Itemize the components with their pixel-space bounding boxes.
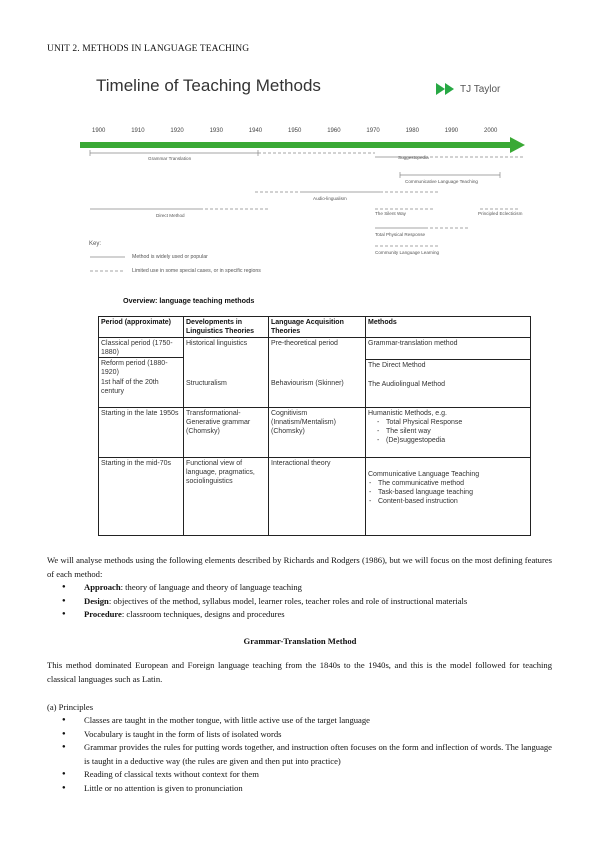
tl-audio-lingualism: Audio-lingualism xyxy=(313,196,347,201)
list-item: - Task-based language teaching xyxy=(368,488,528,497)
year-tick-label: 1960 xyxy=(327,128,341,134)
cell-acq-interactional: Interactional theory xyxy=(269,458,366,536)
cell-method-humanistic: Humanistic Methods, e.g. xyxy=(368,410,447,417)
list-item xyxy=(47,595,552,609)
list-item: - (De)suggestopedia xyxy=(368,436,528,445)
tl-tpr: Total Physical Response xyxy=(375,232,426,237)
list-item xyxy=(47,608,552,622)
element-text: : theory of language and theory of language teaching xyxy=(120,582,302,592)
year-tick-label: 1920 xyxy=(170,128,184,134)
year-tick-label: 1970 xyxy=(366,128,380,134)
principles-label: (a) Principles xyxy=(47,702,94,712)
brand-name: TJ Taylor xyxy=(460,83,501,95)
list-item: - The communicative method xyxy=(368,479,528,488)
unit-heading: UNIT 2. METHODS IN LANGUAGE TEACHING xyxy=(47,44,250,54)
header-methods: Methods xyxy=(366,317,531,338)
overview-title: Overview: language teaching methods xyxy=(123,296,255,305)
cell-acq-behaviourism: Behaviourism (Skinner) xyxy=(271,380,344,387)
cell-method-direct: The Direct Method xyxy=(366,359,530,380)
element-term: Approach xyxy=(84,582,121,592)
element-term: Procedure xyxy=(84,609,122,619)
overview-table xyxy=(98,316,531,536)
element-text: : classroom techniques, designs and procedures xyxy=(121,609,285,619)
cell-ling-structuralism: Structuralism xyxy=(186,380,227,387)
tl-silent-way: The Silent Way xyxy=(375,211,406,216)
table-header-row xyxy=(99,317,531,338)
cell-period-classical: Classical period (1750-1880) xyxy=(101,340,173,356)
key-solid-label: Method is widely used or popular xyxy=(132,254,208,260)
year-tick-label: 1990 xyxy=(444,128,459,134)
timeline-arrow xyxy=(80,137,525,153)
element-text: : objectives of the method, syllabus model, learner roles, teacher roles and role of instructional materials xyxy=(108,595,468,606)
section-title: Grammar-Translation Method xyxy=(243,636,357,646)
list-item: ● Little or no attention is given to pronunciation xyxy=(47,782,552,796)
year-ticks xyxy=(92,128,498,134)
table-row xyxy=(99,408,531,458)
table-row xyxy=(99,458,531,536)
brand-logo xyxy=(436,80,500,98)
tl-principled-eclecticism: Principled Eclecticism xyxy=(478,211,523,216)
play-forward-icon xyxy=(436,83,456,95)
tl-cll: Community Language Learning xyxy=(375,250,440,255)
list-item: - Content-based instruction xyxy=(368,497,528,506)
list-item xyxy=(47,581,552,595)
list-item: - The silent way xyxy=(368,427,528,436)
cell-acq-pretheoretical: Pre-theoretical period xyxy=(271,340,338,347)
year-tick-label: 2000 xyxy=(484,128,498,134)
year-tick-label: 1950 xyxy=(288,128,302,134)
element-term: Design xyxy=(84,595,109,606)
cell-method-clt: Communicative Language Teaching xyxy=(368,471,480,478)
key-dashed-label: Limited use in some special cases, or in specific regions xyxy=(132,268,261,274)
cell-ling-functional: Functional view of language, pragmatics, sociolinguistics xyxy=(184,458,269,536)
tl-grammar-translation: Grammar Translation xyxy=(148,156,192,161)
intro-paragraph: We will analyse methods using the following elements described by Richards and Rodgers (1986), but we will focus on the most defining features of each method: xyxy=(47,555,552,579)
cell-method-audiolingual: The Audiolingual Method xyxy=(368,381,446,388)
elements-list xyxy=(47,581,552,622)
list-item: ● Reading of classical texts without context for them xyxy=(47,768,552,782)
header-period: Period (approximate) xyxy=(99,317,184,338)
cell-period-20th: 1st half of the 20th century xyxy=(101,379,159,395)
list-item: ● Classes are taught in the mother tongue, with little active use of the target language xyxy=(47,714,552,728)
year-tick-label: 1900 xyxy=(92,128,106,134)
table-row xyxy=(99,338,531,408)
cell-method-gt: Grammar-translation method xyxy=(368,340,458,347)
key-title: Key: xyxy=(89,241,102,247)
tl-suggestopedia: Suggestopedia xyxy=(398,155,429,160)
header-linguistics: Developments in Linguistics Theories xyxy=(184,317,269,338)
cell-ling-tgg: Transformational-Generative grammar (Chomsky) xyxy=(184,408,269,458)
cell-period-70s: Starting in the mid-70s xyxy=(99,458,184,536)
year-tick-label: 1930 xyxy=(209,128,223,134)
list-item: - Total Physical Response xyxy=(368,418,528,427)
cell-ling-historical: Historical linguistics xyxy=(186,340,248,347)
list-item: ● Vocabulary is taught in the form of lists of isolated words xyxy=(47,728,552,742)
cell-acq-cognitivism: Cognitivism (Innatism/Mentalism) (Chomsky) xyxy=(269,408,366,458)
section-intro: This method dominated European and Foreign language teaching from the 1840s to the 1940s, and this is the model followed for teaching classical languages such as Latin. xyxy=(47,660,552,684)
tl-communicative: Communicative Language Teaching xyxy=(405,179,478,184)
timeline-title: Timeline of Teaching Methods xyxy=(96,76,321,95)
cell-period-reform: Reform period (1880-1920) xyxy=(99,357,183,378)
principles-list xyxy=(47,714,552,795)
list-item: ● Grammar provides the rules for putting words together, and instruction often focuses on the form and inflection of words. The language is taught in a deductive way (the rules are given and then put into practice) xyxy=(47,741,552,768)
cell-period-1950s: Starting in the late 1950s xyxy=(99,408,184,458)
year-tick-label: 1910 xyxy=(131,128,145,134)
tl-direct-method: Direct Method xyxy=(156,213,185,218)
year-tick-label: 1980 xyxy=(405,128,419,134)
header-acquisition: Language Acquisition Theories xyxy=(269,317,366,338)
year-tick-label: 1940 xyxy=(248,128,263,134)
